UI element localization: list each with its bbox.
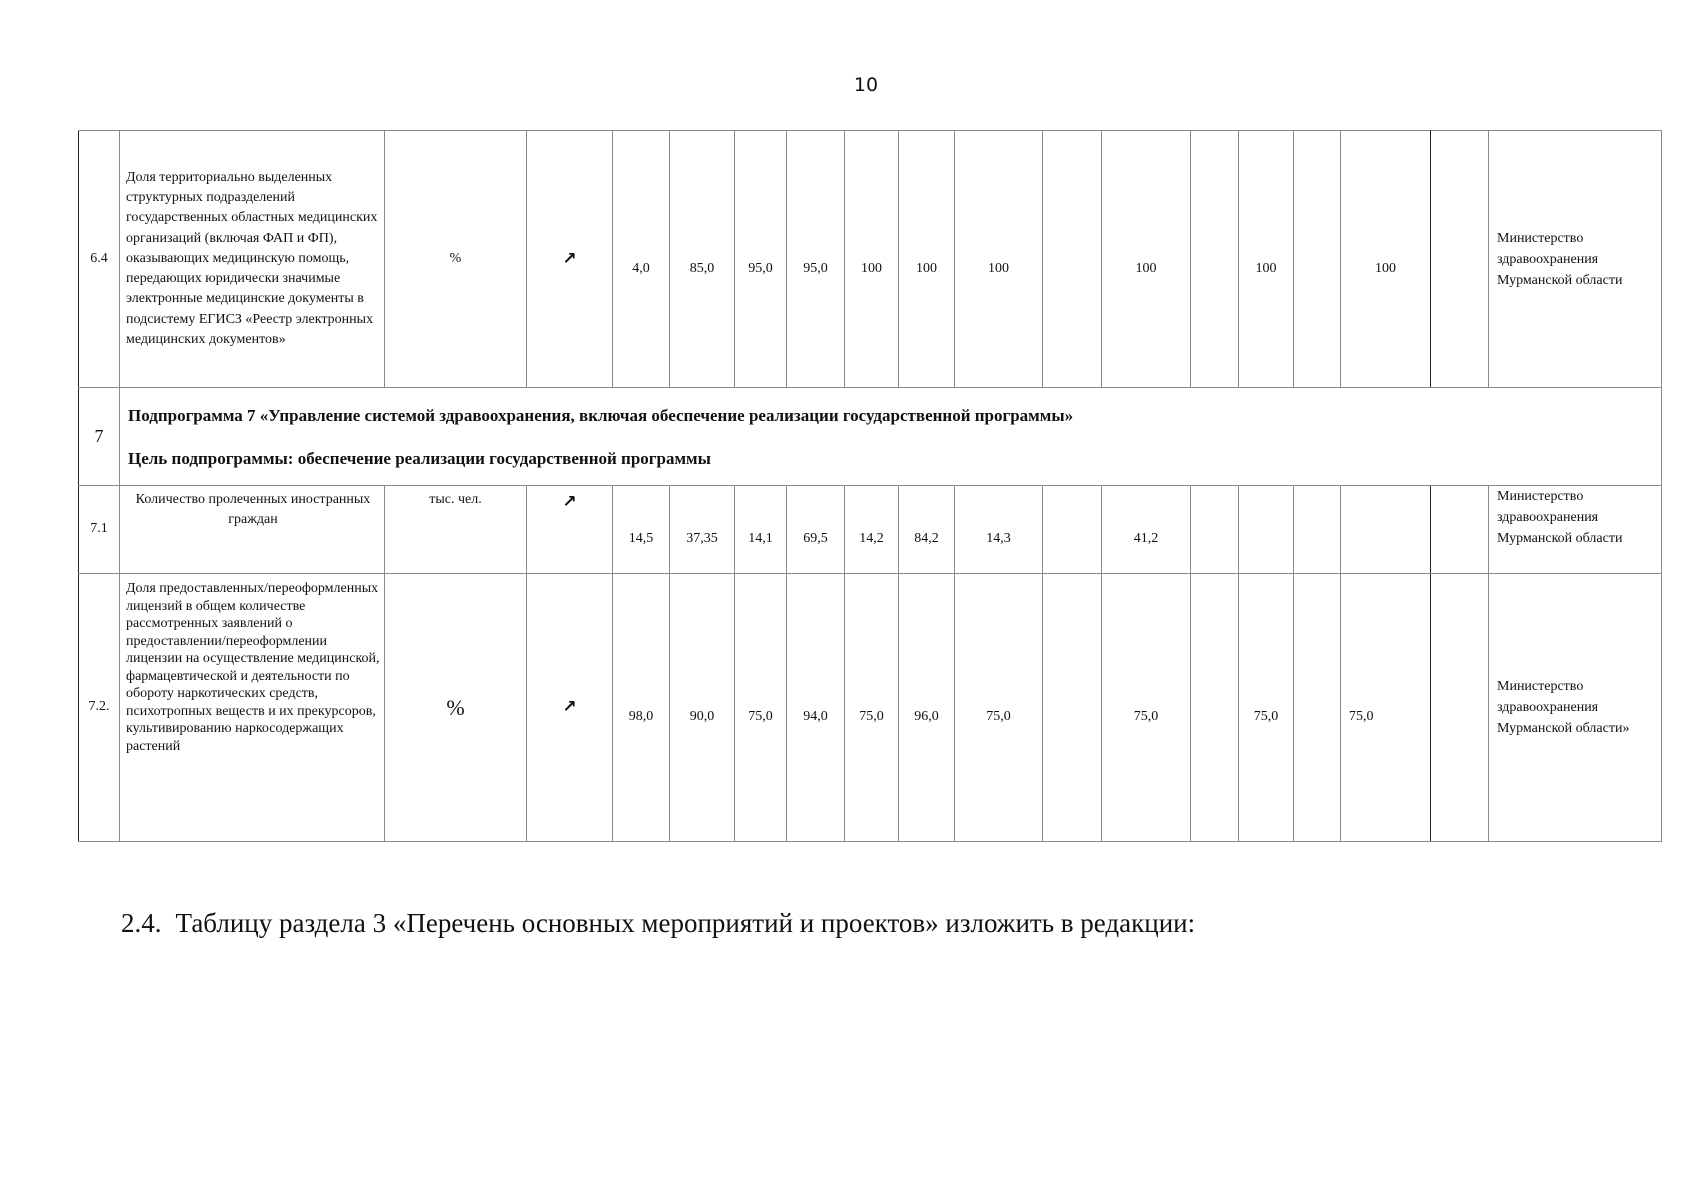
subprogram-row	[79, 388, 1662, 486]
unit: %	[385, 131, 527, 388]
value-cell	[1043, 574, 1102, 842]
indicators-table	[78, 130, 1662, 842]
subprogram-title: Подпрограмма 7 «Управление системой здравоохранения, включая обеспечение реализации государственной программы»	[128, 405, 1074, 425]
table-row	[79, 486, 1662, 574]
indicator-name: Количество пролеченных иностранных граждан	[120, 486, 385, 574]
row-number: 6.4	[79, 131, 120, 388]
unit: %	[385, 574, 527, 842]
value-cell: 14,2	[845, 486, 899, 574]
value-cell	[1294, 131, 1341, 388]
value-cell: 95,0	[735, 131, 787, 388]
value-cell	[1191, 131, 1239, 388]
value-cell: 84,2	[899, 486, 955, 574]
value-cell	[1294, 574, 1341, 842]
indicator-name: Доля территориально выделенных структурных подразделений государственных областных медицинских организаций (включая ФАП и ФП), оказывающих медицинскую помощь, передающих юридически значимые электронные медицинские документы в подсистему ЕГИСЗ «Реестр электронных медицинских документов»	[120, 131, 385, 388]
value-cell: 14,5	[613, 486, 670, 574]
value-cell	[1043, 131, 1102, 388]
value-cell: 41,2	[1102, 486, 1191, 574]
value-cell: 75,0	[1102, 574, 1191, 842]
responsible: Министерство здравоохранения Мурманской области»	[1489, 574, 1662, 842]
responsible: Министерство здравоохранения Мурманской области	[1489, 486, 1662, 574]
value-cell: 100	[1239, 131, 1294, 388]
value-cell: 100	[899, 131, 955, 388]
table-row	[79, 574, 1662, 842]
section-text: Таблицу раздела 3 «Перечень основных мероприятий и проектов» изложить в редакции:	[175, 908, 1196, 938]
row-number: 7.2.	[79, 574, 120, 842]
value-cell: 14,3	[955, 486, 1043, 574]
value-cell: 75,0	[735, 574, 787, 842]
table-row	[79, 131, 1662, 388]
value-cell: 100	[955, 131, 1043, 388]
value-cell: 4,0	[613, 131, 670, 388]
value-cell: 14,1	[735, 486, 787, 574]
value-cell	[1239, 486, 1294, 574]
trend-up-icon: ↗	[562, 697, 577, 718]
value-cell: 100	[845, 131, 899, 388]
value-cell	[1043, 486, 1102, 574]
extra-cell	[1431, 574, 1489, 842]
value-cell: 100	[1102, 131, 1191, 388]
value-cell: 75,0	[955, 574, 1043, 842]
value-cell: 94,0	[787, 574, 845, 842]
value-cell: 75,0	[1341, 574, 1431, 842]
value-cell: 98,0	[613, 574, 670, 842]
page-number: 10	[853, 74, 879, 96]
section-instruction	[121, 908, 1209, 939]
extra-cell	[1431, 131, 1489, 388]
subprogram-number: 7	[79, 388, 120, 486]
value-cell: 85,0	[670, 131, 735, 388]
extra-cell	[1431, 486, 1489, 574]
value-cell: 100	[1341, 131, 1431, 388]
subprogram-goal: Цель подпрограммы: обеспечение реализации государственной программы	[128, 448, 711, 468]
indicator-name: Доля предоставленных/переоформленных лицензий в общем количестве рассмотренных заявлений о предоставлении/переоформлении лицензии на осуществление медицинской, фармацевтической и деятельности по обороту наркотических средств, психотропных веществ и их прекурсоров, культивированию наркосодержащих растений	[120, 574, 385, 842]
responsible: Министерство здравоохранения Мурманской области	[1489, 131, 1662, 388]
value-cell	[1294, 486, 1341, 574]
value-cell: 37,35	[670, 486, 735, 574]
trend-up-icon: ↗	[562, 248, 577, 269]
trend-up-icon: ↗	[562, 492, 577, 512]
unit: тыс. чел.	[385, 486, 527, 574]
row-number: 7.1	[79, 486, 120, 574]
value-cell: 69,5	[787, 486, 845, 574]
value-cell	[1191, 574, 1239, 842]
value-cell: 75,0	[1239, 574, 1294, 842]
value-cell	[1191, 486, 1239, 574]
value-cell: 96,0	[899, 574, 955, 842]
value-cell: 75,0	[845, 574, 899, 842]
section-number: 2.4.	[121, 908, 162, 938]
value-cell: 95,0	[787, 131, 845, 388]
value-cell: 90,0	[670, 574, 735, 842]
value-cell	[1341, 486, 1431, 574]
